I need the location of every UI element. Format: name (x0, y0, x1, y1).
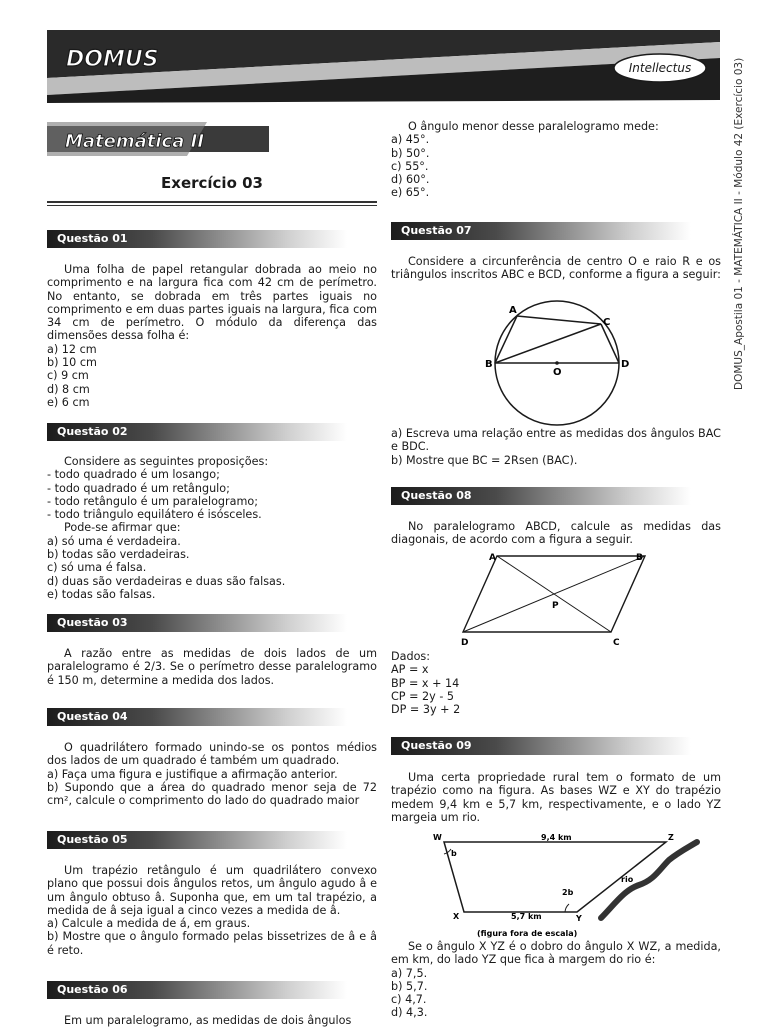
option: c) 9 cm (47, 369, 89, 383)
exercise-title: Exercício 03 (161, 174, 263, 192)
label-z: Z (668, 833, 674, 842)
brand-logo: DOMUS (66, 47, 159, 72)
label-bottom-base: 5,7 km (511, 912, 542, 921)
question-03-body (47, 647, 377, 687)
option: e) 6 cm (47, 395, 90, 409)
proposition: - todo retângulo é um paralelogramo; (47, 494, 259, 508)
question-05-item: b) Mostre que o ângulo formado pelas bissetrizes de â e â é reto. (47, 930, 377, 957)
question-04-text: O quadrilátero formado unindo-se os pontos médios dos lados de um quadrado é também um quadrado. (47, 741, 377, 768)
question-07-item: b) Mostre que BC = 2Rsen (BAC). (391, 453, 578, 467)
option: d) duas são verdadeiras e duas são falsas. (47, 574, 286, 588)
question-07-body (391, 255, 721, 282)
question-09-text: Uma certa propriedade rural tem o formato de um trapézio como na figura. As bases WZ e XY do trapézio medem 9,4 km e 5,7 km, respectivamente, e o lado YZ margeia um rio. (391, 771, 721, 824)
option: a) só uma é verdadeira. (47, 534, 181, 548)
proposition: - todo triângulo equilátero é isósceles. (47, 508, 262, 522)
label-river: rio (621, 875, 634, 884)
segment-ac (517, 316, 601, 324)
label-b: B (485, 359, 493, 370)
river-shape (601, 842, 697, 918)
question-06-body (47, 1014, 377, 1027)
question-header-04: Questão 04 (47, 708, 347, 726)
angle-2b-arc (565, 904, 569, 912)
question-01-text: Uma folha de papel retangular dobrada ao meio no comprimento e na largura fica com 42 cm de perímetro. No entanto, se dobrada em três partes iguais no comprimento e em duas partes iguais na largura, fica com 34 cm de perímetro. O módulo da diferença das dimensões dessa folha é: (47, 263, 377, 343)
given-label: Dados: (391, 650, 431, 663)
title-rule-thin (47, 205, 377, 206)
option: c) 55°. (391, 159, 429, 173)
label-c: C (613, 638, 620, 648)
given-item: DP = 3y + 2 (391, 703, 461, 717)
given-item: BP = x + 14 (391, 676, 460, 690)
question-05-text: Um trapézio retângulo é um quadrilátero convexo plano que possui dois ângulos retos, um ângulo agudo â e um ângulo obtuso â. Suponha que, em um tal trapézio, a medida de â seja igual a cinco vezes a medida de â. (47, 864, 377, 917)
question-09-ask-block (391, 940, 721, 1020)
option: e) 65°. (391, 186, 430, 200)
question-header-01: Questão 01 (47, 230, 347, 248)
side-label: DOMUS_Apostila 01 - MATEMÁTICA II - Módulo 42 (Exercício 03) (733, 57, 745, 390)
question-08-text: No paralelogramo ABCD, calcule as medidas das diagonais, de acordo com a figura a seguir. (391, 520, 721, 547)
label-a: A (509, 305, 517, 316)
question-06-ask: O ângulo menor desse paralelogramo mede: (408, 120, 659, 133)
option: c) 4,7. (391, 993, 427, 1007)
question-05-body (47, 864, 377, 957)
label-top-base: 9,4 km (541, 833, 572, 842)
question-07-items (391, 427, 721, 467)
question-header-02: Questão 02 (47, 423, 347, 441)
question-06-continued (391, 120, 721, 200)
option: d) 4,3. (391, 1006, 428, 1020)
question-header-06: Questão 06 (47, 981, 347, 999)
label-b: b (451, 849, 457, 858)
question-04-body (47, 741, 377, 807)
option: b) 10 cm (47, 356, 97, 370)
question-08-given (391, 650, 721, 716)
option: d) 8 cm (47, 382, 90, 396)
question-header-09: Questão 09 (391, 737, 691, 755)
question-04-item: b) Supondo que a área do quadrado menor seja de 72 cm², calcule o comprimento do lado do quadrado maior (47, 780, 377, 808)
given-item: CP = 2y - 5 (391, 689, 455, 703)
option: b) todas são verdadeiras. (47, 548, 190, 562)
center-point (555, 361, 559, 365)
question-header-05: Questão 05 (47, 831, 347, 849)
label-a: A (489, 553, 496, 563)
option: b) 5,7. (391, 979, 428, 993)
diagonal-bd (463, 556, 645, 632)
question-01-body (47, 263, 377, 409)
question-07-item: a) Escreva uma relação entre as medidas dos ângulos BAC e BDC. (391, 427, 721, 454)
title-rule (47, 201, 377, 203)
question-06-text: Em um paralelogramo, as medidas de dois ângulos (64, 1014, 352, 1027)
question-02-ask: Pode-se afirmar que: (64, 521, 181, 535)
question-07-text: Considere a circunferência de centro O e raio R e os triângulos inscritos ABC e BCD, conforme a figura a seguir: (391, 255, 721, 282)
label-w: W (433, 833, 442, 842)
question-header-08: Questão 08 (391, 487, 691, 505)
given-item: AP = x (391, 663, 429, 677)
question-08-body (391, 520, 721, 547)
option: a) 12 cm (47, 342, 97, 356)
question-09-ask: Se o ângulo X YZ é o dobro do ângulo X WZ, a medida, em km, do lado YZ que fica à margem do rio é: (391, 940, 721, 967)
label-b: B (636, 553, 643, 563)
trapezoid-figure (429, 830, 729, 940)
question-header-07: Questão 07 (391, 222, 691, 240)
label-d: D (621, 359, 630, 370)
label-p: P (552, 601, 559, 611)
question-09-body (391, 771, 721, 824)
question-header-03: Questão 03 (47, 614, 347, 632)
circle-figure (483, 299, 633, 427)
intellectus-logo: Intellectus (628, 61, 692, 75)
label-y: Y (576, 914, 582, 923)
parallelogram-figure (459, 550, 643, 650)
option: c) só uma é falsa. (47, 561, 147, 575)
question-02-body (47, 455, 377, 601)
question-04-item: a) Faça uma figura e justifique a afirmação anterior. (47, 767, 338, 781)
label-2b: 2b (562, 888, 574, 897)
label-d: D (461, 638, 469, 648)
subject-title: Matemática II (65, 131, 205, 152)
question-03-text: A razão entre as medidas de dois lados de um paralelogramo é 2/3. Se o perímetro desse paralelogramo é 150 m, determine a medida dos lados. (47, 647, 377, 687)
proposition: - todo quadrado é um losango; (47, 468, 220, 482)
option: e) todas são falsas. (47, 587, 156, 601)
label-c: C (603, 317, 611, 328)
label-o: O (553, 367, 562, 378)
option: a) 7,5. (391, 966, 428, 980)
figure-note: (figura fora de escala) (477, 929, 578, 938)
subject-banner (47, 122, 269, 156)
option: d) 60°. (391, 173, 430, 187)
option: b) 50°. (391, 146, 430, 160)
proposition: - todo quadrado é um retângulo; (47, 481, 230, 495)
option: a) 45°. (391, 133, 430, 147)
page-header (0, 0, 768, 110)
label-x: X (453, 912, 460, 921)
question-02-intro: Considere as seguintes proposições: (64, 455, 269, 468)
question-05-item: a) Calcule a medida de á, em graus. (47, 917, 251, 931)
